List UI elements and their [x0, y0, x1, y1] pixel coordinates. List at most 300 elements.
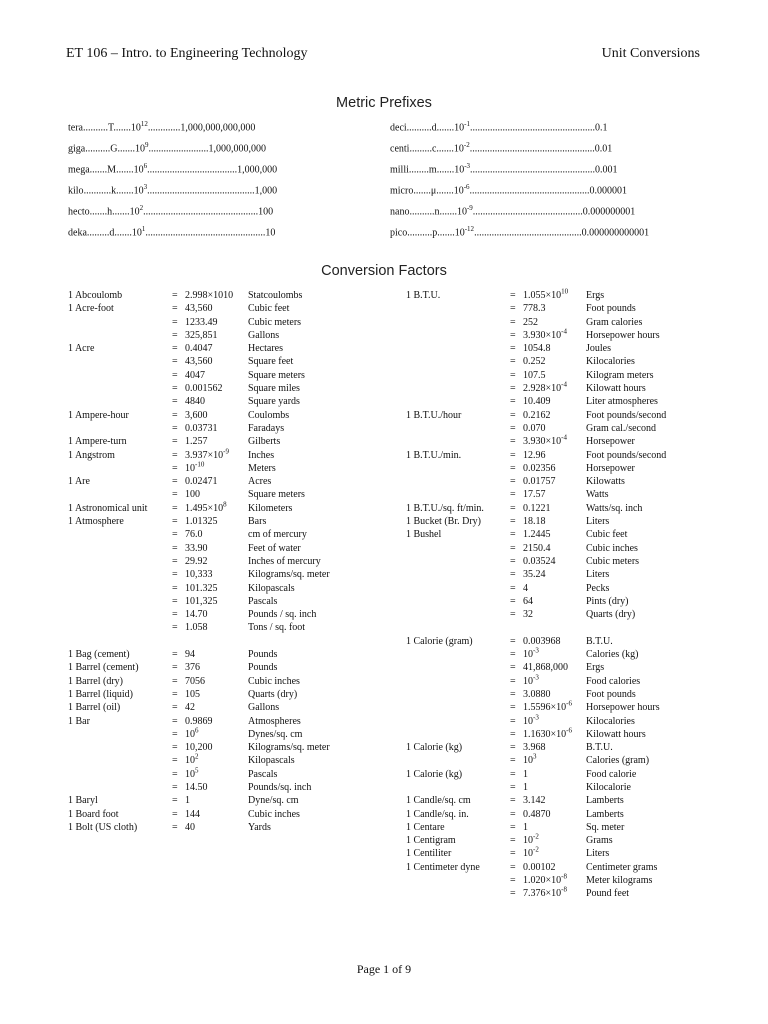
equals-sign: =	[172, 476, 178, 488]
factor-mantissa: 35.24	[523, 569, 546, 581]
equals-sign: =	[172, 383, 178, 395]
prefix-exp: -1	[464, 120, 470, 128]
from-unit: 1 Abcoulomb	[68, 290, 123, 301]
equals-sign: =	[510, 861, 516, 873]
equals-sign: =	[172, 622, 178, 634]
factor-value	[185, 794, 190, 807]
prefix-d2: .......	[436, 185, 454, 197]
equals-sign: =	[510, 742, 516, 754]
prefix-name: tera	[68, 122, 83, 134]
from-unit: 1 B.T.U./sq. ft/min.	[406, 502, 484, 514]
prefix-d3: ..................................................	[469, 143, 595, 155]
prefix-d1: .........	[86, 227, 110, 239]
to-unit: Yards	[248, 821, 271, 833]
equals-sign: =	[510, 476, 516, 488]
factor-value	[523, 302, 546, 315]
factor-value	[185, 369, 205, 382]
factor-value	[523, 475, 556, 488]
factor-value	[523, 635, 561, 648]
factor-mantissa: 10	[523, 715, 533, 727]
prefix-row	[390, 183, 627, 196]
equals-sign: =	[510, 489, 516, 501]
to-unit: Horsepower	[586, 462, 635, 474]
prefix-d1: .........	[409, 143, 432, 155]
factor-value	[185, 728, 199, 741]
from-unit: 1 B.T.U./hour	[406, 409, 462, 421]
equals-sign: =	[172, 715, 178, 727]
factor-mantissa: 4047	[185, 369, 205, 381]
prefix-exp: 12	[140, 120, 148, 128]
equals-sign: =	[510, 768, 516, 780]
factor-mantissa: 0.02471	[185, 476, 218, 488]
prefix-name: mega	[68, 164, 90, 176]
prefix-row	[68, 225, 275, 238]
factor-mantissa: 14.70	[185, 609, 208, 621]
prefix-row	[390, 162, 618, 175]
to-unit: Faradays	[248, 422, 285, 434]
equals-sign: =	[172, 369, 178, 381]
equals-sign: =	[172, 569, 178, 581]
factor-mantissa: 0.252	[523, 356, 546, 368]
prefix-d2: .......	[114, 227, 132, 239]
factor-exponent: -9	[223, 447, 229, 456]
prefix-row	[68, 183, 277, 196]
factor-value	[185, 289, 233, 302]
equals-sign: =	[172, 742, 178, 754]
equals-sign: =	[510, 688, 516, 700]
equals-sign: =	[510, 649, 516, 661]
equals-sign: =	[510, 595, 516, 607]
factor-mantissa: 0.9869	[185, 715, 213, 727]
equals-sign: =	[172, 303, 178, 315]
factor-mantissa: 10,200	[185, 742, 213, 754]
factor-mantissa: 3.968	[523, 742, 546, 754]
factor-value	[523, 715, 539, 728]
factor-mantissa: 101.325	[185, 582, 218, 594]
prefix-base: 10	[130, 122, 141, 134]
factor-mantissa: 4840	[185, 396, 205, 408]
factor-mantissa: 12.96	[523, 449, 546, 461]
factor-value	[185, 488, 200, 501]
to-unit: Pounds	[248, 662, 278, 674]
prefix-name: milli	[390, 164, 409, 176]
factor-value	[523, 502, 551, 515]
prefix-base: 10	[454, 122, 465, 134]
equals-sign: =	[172, 702, 178, 714]
prefix-name: deci	[390, 122, 407, 134]
prefix-d1: ..........	[409, 206, 435, 218]
to-unit: Atmospheres	[248, 715, 301, 727]
prefix-d2: .......	[112, 206, 130, 218]
factor-value	[523, 382, 567, 395]
to-unit: Kilograms/sq. meter	[248, 569, 330, 581]
factor-mantissa: 0.4870	[523, 808, 551, 820]
factor-value	[523, 355, 546, 368]
to-unit: Gilberts	[248, 436, 281, 448]
to-unit: Kilopascals	[248, 755, 295, 767]
equals-sign: =	[510, 848, 516, 860]
equals-sign: =	[172, 688, 178, 700]
to-unit: Cubic inches	[248, 808, 300, 820]
factor-mantissa: 0.00102	[523, 861, 556, 873]
factor-mantissa: 10	[523, 835, 533, 847]
to-unit: Horsepower hours	[586, 702, 660, 714]
equals-sign: =	[172, 449, 178, 461]
to-unit: Pounds / sq. inch	[248, 609, 317, 621]
factor-value	[185, 502, 227, 515]
prefix-d2: .......	[437, 227, 455, 239]
equals-sign: =	[510, 502, 516, 514]
to-unit: Pecks	[586, 582, 610, 594]
to-unit: Horsepower hours	[586, 329, 660, 341]
from-unit: 1 Bolt (US cloth)	[68, 821, 138, 833]
factor-value	[185, 515, 218, 528]
factor-value	[523, 648, 539, 661]
to-unit: Kilometers	[248, 502, 293, 514]
prefix-d1: ........	[408, 164, 429, 176]
prefix-value: 0.000001	[589, 185, 628, 197]
prefix-d1: .......	[89, 164, 108, 176]
factor-mantissa: 43,560	[185, 356, 213, 368]
factor-mantissa: 2.998×1010	[185, 290, 234, 301]
equals-sign: =	[510, 662, 516, 674]
factor-value	[185, 768, 199, 781]
to-unit: Lamberts	[586, 808, 624, 820]
factor-mantissa: 1.5596×10	[523, 702, 567, 714]
prefix-d2: .......	[113, 122, 131, 134]
to-unit: B.T.U.	[586, 635, 613, 647]
factor-exponent: -4	[561, 380, 567, 389]
equals-sign: =	[510, 422, 516, 434]
from-unit: 1 Calorie (gram)	[406, 635, 473, 647]
factor-mantissa: 3,600	[185, 409, 208, 421]
factor-mantissa: 1.055×10	[523, 290, 562, 301]
prefix-name: nano	[390, 206, 410, 218]
to-unit: Kilogram meters	[586, 369, 654, 381]
to-unit: Pascals	[248, 768, 278, 780]
factor-mantissa: 10	[185, 755, 195, 767]
factor-value	[185, 781, 208, 794]
factor-mantissa: 94	[185, 649, 195, 661]
prefix-d3: ..................................................	[470, 164, 596, 176]
to-unit: Pounds/sq. inch	[248, 781, 312, 793]
prefix-value: 10	[265, 227, 276, 239]
from-unit: 1 Centare	[406, 821, 445, 833]
factor-mantissa: 0.001562	[185, 383, 223, 395]
factor-mantissa: 0.1221	[523, 502, 551, 514]
to-unit: Joules	[586, 343, 611, 355]
prefix-d1: ..........	[407, 227, 433, 239]
equals-sign: =	[510, 436, 516, 448]
from-unit: 1 Board foot	[68, 808, 119, 820]
prefix-value: 1,000	[254, 185, 278, 197]
equals-sign: =	[510, 795, 516, 807]
to-unit: Lamberts	[586, 795, 624, 807]
factor-value	[185, 316, 218, 329]
factor-mantissa: 2150.4	[523, 542, 551, 554]
to-unit: Square yards	[248, 396, 300, 408]
factor-mantissa: 64	[523, 595, 533, 607]
factor-mantissa: 3.0880	[523, 688, 551, 700]
factor-mantissa: 43,560	[185, 303, 213, 315]
from-unit: 1 Astronomical unit	[68, 502, 148, 514]
from-unit: 1 Barrel (liquid)	[68, 688, 133, 700]
factor-value	[523, 369, 546, 382]
from-unit: 1 Baryl	[68, 795, 98, 807]
factor-value	[523, 542, 551, 555]
prefix-row	[390, 204, 635, 217]
equals-sign: =	[510, 290, 516, 301]
factor-exponent: -2	[533, 832, 539, 841]
prefix-name: centi	[390, 143, 410, 155]
to-unit: Statcoulombs	[248, 290, 303, 301]
prefix-base: 10	[129, 206, 140, 218]
prefix-exp: -2	[463, 141, 470, 149]
equals-sign: =	[510, 728, 516, 740]
factor-value	[523, 435, 567, 448]
from-unit: 1 Barrel (dry)	[68, 675, 123, 687]
equals-sign: =	[510, 781, 516, 793]
to-unit: Liter atmospheres	[586, 396, 658, 408]
equals-sign: =	[510, 609, 516, 621]
prefix-d1: ..........	[406, 122, 432, 134]
factor-mantissa: 1.1630×10	[523, 728, 567, 740]
prefix-d2: .......	[436, 164, 455, 176]
equals-sign: =	[510, 316, 516, 328]
factor-value	[185, 422, 218, 435]
prefix-sym: d	[109, 227, 115, 239]
equals-sign: =	[172, 662, 178, 674]
prefix-sym: G	[110, 143, 118, 155]
equals-sign: =	[172, 316, 178, 328]
prefix-exp: 3	[143, 183, 148, 191]
factor-mantissa: 10	[523, 649, 533, 661]
factor-value	[523, 861, 556, 874]
to-unit: Cubic feet	[586, 529, 628, 541]
factor-value	[185, 608, 208, 621]
prefix-d3: ............................................	[472, 206, 583, 218]
factor-value	[185, 555, 208, 568]
factor-value	[523, 728, 572, 741]
prefix-value: 100	[258, 206, 274, 218]
prefix-row	[68, 120, 255, 133]
factor-mantissa: 1.257	[185, 436, 208, 448]
to-unit: Pascals	[248, 595, 278, 607]
to-unit: Gram calories	[586, 316, 643, 328]
factor-mantissa: 1	[523, 821, 528, 833]
prefix-exp: 9	[144, 141, 149, 149]
factor-exponent: 3	[533, 753, 537, 762]
factor-exponent: 2	[195, 753, 199, 762]
prefix-base: 10	[133, 185, 144, 197]
factor-value	[185, 675, 205, 688]
factor-mantissa: 1.495×10	[185, 502, 224, 514]
factor-exponent: -8	[561, 872, 567, 881]
factor-mantissa: 7056	[185, 675, 205, 687]
factor-value	[523, 847, 539, 860]
to-unit: Square feet	[248, 356, 294, 368]
factor-value	[523, 555, 556, 568]
prefix-value: 0.1	[595, 122, 608, 134]
from-unit: 1 Bushel	[406, 529, 442, 541]
to-unit: Calories (kg)	[586, 649, 639, 661]
equals-sign: =	[172, 808, 178, 820]
prefix-exp: -6	[463, 183, 470, 191]
factor-exponent: 10	[561, 287, 569, 296]
equals-sign: =	[510, 569, 516, 581]
prefix-exp: -9	[466, 204, 473, 212]
prefix-exp: 1	[141, 225, 146, 233]
equals-sign: =	[510, 409, 516, 421]
factor-mantissa: 2.928×10	[523, 383, 562, 395]
factor-mantissa: 32	[523, 609, 533, 621]
equals-sign: =	[172, 728, 178, 740]
equals-sign: =	[172, 502, 178, 514]
prefix-sym: m	[428, 164, 437, 176]
to-unit: Feet of water	[248, 542, 301, 554]
factor-exponent: -2	[533, 846, 539, 855]
prefix-base: 10	[453, 143, 464, 155]
equals-sign: =	[172, 649, 178, 661]
prefix-base: 10	[453, 185, 464, 197]
to-unit: Dyne/sq. cm	[248, 795, 299, 807]
factor-mantissa: 18.18	[523, 516, 546, 528]
to-unit: Square miles	[248, 383, 300, 395]
equals-sign: =	[172, 555, 178, 567]
from-unit: 1 Barrel (cement)	[68, 662, 139, 674]
from-unit: 1 B.T.U./min.	[406, 449, 462, 461]
factor-mantissa: 17.57	[523, 489, 546, 501]
factor-value	[523, 821, 528, 834]
factor-mantissa: 0.4047	[185, 343, 213, 355]
prefix-value: 0.000000000001	[581, 227, 650, 239]
equals-sign: =	[510, 542, 516, 554]
prefix-value: 0.01	[594, 143, 613, 155]
factor-mantissa: 10,333	[185, 569, 213, 581]
factor-value	[185, 382, 223, 395]
factor-value	[523, 289, 568, 302]
factor-value	[523, 887, 567, 900]
equals-sign: =	[510, 329, 516, 341]
prefix-base: 10	[134, 143, 145, 155]
equals-sign: =	[510, 369, 516, 381]
prefix-d3: ...........................................	[474, 227, 582, 239]
prefix-sym: M	[107, 164, 117, 176]
factor-mantissa: 33.90	[185, 542, 208, 554]
factor-value	[185, 701, 195, 714]
to-unit: Calories (gram)	[586, 755, 650, 767]
to-unit: Liters	[586, 569, 610, 581]
equals-sign: =	[172, 595, 178, 607]
equals-sign: =	[172, 489, 178, 501]
to-unit: Meter kilograms	[586, 875, 653, 887]
equals-sign: =	[172, 768, 178, 780]
factor-mantissa: 10	[523, 848, 533, 860]
prefix-d3: .............	[147, 122, 181, 134]
factor-value	[185, 395, 205, 408]
factor-mantissa: 3.142	[523, 795, 546, 807]
to-unit: Pints (dry)	[586, 595, 629, 607]
prefix-d3: ..............................................	[143, 206, 259, 218]
to-unit: Tons / sq. foot	[248, 622, 306, 634]
factor-value	[185, 329, 218, 342]
factor-mantissa: 10	[185, 728, 195, 740]
prefix-d3: ................................................	[145, 227, 266, 239]
prefix-name: micro	[390, 185, 414, 197]
factor-value	[523, 515, 546, 528]
to-unit: Bars	[248, 516, 267, 528]
factor-value	[523, 701, 572, 714]
equals-sign: =	[510, 888, 516, 900]
factor-mantissa: 41,868,000	[523, 662, 568, 674]
to-unit: Gallons	[248, 702, 280, 714]
header-doc-title: Unit Conversions	[601, 46, 700, 61]
to-unit: Hectares	[248, 343, 283, 355]
factor-value	[523, 808, 551, 821]
page-number: Page 1 of 9	[356, 962, 412, 976]
equals-sign: =	[172, 516, 178, 528]
prefix-sym: μ	[430, 185, 437, 197]
prefix-d3: ..................................................	[470, 122, 595, 134]
factor-value	[523, 342, 551, 355]
prefix-sym: d	[431, 122, 437, 134]
to-unit: Kilocalories	[586, 356, 635, 368]
factor-value	[185, 435, 208, 448]
equals-sign: =	[172, 781, 178, 793]
factor-value	[523, 595, 533, 608]
factor-exponent: -3	[533, 673, 539, 682]
prefix-d2: .......	[116, 185, 134, 197]
factor-mantissa: 3.930×10	[523, 329, 562, 341]
factor-exponent: -6	[566, 699, 572, 708]
equals-sign: =	[172, 609, 178, 621]
prefix-value: 1,000,000,000,000	[180, 122, 256, 134]
prefix-sym: T	[108, 122, 114, 134]
prefix-row	[390, 120, 608, 133]
equals-sign: =	[172, 436, 178, 448]
prefix-value: 1,000,000	[237, 164, 278, 176]
to-unit: Cubic feet	[248, 303, 290, 315]
factor-mantissa: 1.058	[185, 622, 208, 634]
to-unit: Grams	[586, 835, 613, 847]
equals-sign: =	[510, 462, 516, 474]
from-unit: 1 Barrel (oil)	[68, 702, 121, 714]
prefix-sym: k	[111, 185, 117, 197]
factor-exponent: -4	[561, 327, 567, 336]
prefix-exp: -12	[464, 225, 475, 233]
equals-sign: =	[510, 808, 516, 820]
to-unit: Foot pounds/second	[586, 449, 667, 461]
factor-value	[523, 688, 551, 701]
equals-sign: =	[172, 582, 178, 594]
prefix-exp: -3	[464, 162, 471, 170]
prefix-base: 10	[454, 164, 465, 176]
prefix-row	[68, 204, 273, 217]
factor-value	[523, 528, 551, 541]
equals-sign: =	[172, 821, 178, 833]
equals-sign: =	[172, 290, 178, 301]
prefix-d2: .......	[116, 164, 134, 176]
prefix-d2: .......	[439, 206, 457, 218]
factor-mantissa: 3.930×10	[523, 436, 562, 448]
prefix-d3: ...........................................	[147, 185, 255, 197]
factor-value	[185, 462, 204, 475]
from-unit: 1 Centimeter dyne	[406, 861, 480, 873]
equals-sign: =	[510, 303, 516, 315]
prefix-row	[390, 141, 612, 154]
factor-value	[523, 661, 568, 674]
from-unit: 1 Ampere-turn	[68, 436, 127, 448]
